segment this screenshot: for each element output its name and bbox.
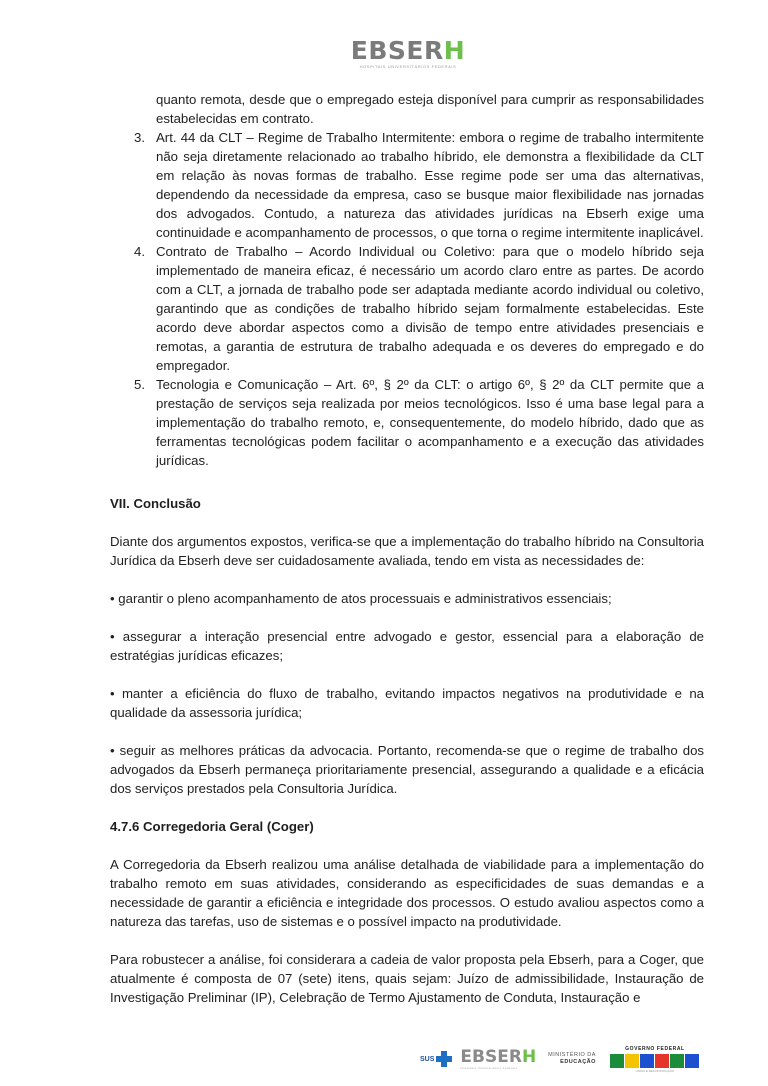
footer-ebserh-accent: H	[521, 1046, 537, 1067]
list-continuation: quanto remota, desde que o empregado esteja disponível para cumprir as responsabilidades estabelecidas em contrato.	[156, 92, 704, 126]
list-number: 4.	[134, 244, 145, 259]
coger-paragraph: A Corregedoria da Ebserh realizou uma análise detalhada de viabilidade para a implementação do trabalho remoto em suas atividades, considerando as especificidades de suas demandas e a necessidade de garantir a eficiência e integridade dos processos. O estudo avaliou aspectos como a natureza das tarefas, uso de sistemas e o possível impacto na produtividade.	[110, 857, 704, 929]
coger-heading: 4.7.6 Corregedoria Geral (Coger)	[110, 819, 314, 834]
logo-accent-text: H	[443, 36, 466, 65]
brasil-block	[625, 1054, 639, 1068]
ebserh-header-logo	[350, 38, 466, 69]
list-item-text: Contrato de Trabalho – Acordo Individual ou Coletivo: para que o modelo híbrido seja implementado de maneira eficaz, é necessário um acordo claro entre as partes. De acordo com a CLT, a jornada de trabalho pode ser adaptada mediante acordo individual ou coletivo, garantindo que as condições de trabalho híbrido sejam formalmente estabelecidas. Este acordo deve abordar aspectos como a divisão de tempo entre atividades presenciais e remotas, a garantia de estrutura de trabalho adequada e os deveres do empregado e do empregador.	[156, 244, 704, 373]
list-number: 5.	[134, 377, 145, 392]
list-number: 3.	[134, 130, 145, 145]
list-item-text: Tecnologia e Comunicação – Art. 6º, § 2º da CLT: o artigo 6º, § 2º da CLT permite que a prestação de serviços seja realizada por meios tecnológicos. Isso é uma base legal para a implementação do trabalho remoto, e, consequentemente, do modelo híbrido, dado que as ferramentas tecnológicas podem facilitar o acompanhamento e a execução das atividades jurídicas.	[156, 377, 704, 468]
coger-paragraph: Para robustecer a análise, foi considerara a cadeia de valor proposta pela Ebserh, para a Coger, que atualmente é composta de 07 (sete) itens, quais sejam: Juízo de admissibilidade, Instauração de Investigação Preliminar (IP), Celebração de Termo Ajustamento de Conduta, Instauração e	[110, 952, 704, 1005]
legal-basis-list	[110, 128, 704, 470]
list-item	[110, 128, 704, 242]
sus-cross-icon	[436, 1051, 452, 1067]
logo-subtitle: HOSPITAIS UNIVERSITÁRIOS FEDERAIS	[359, 64, 457, 69]
ministerio-line2: EDUCAÇÃO	[560, 1059, 596, 1065]
conclusion-bullet: • garantir o pleno acompanhamento de atos processuais e administrativos essenciais;	[110, 591, 612, 606]
conclusion-intro: Diante dos argumentos expostos, verifica-se que a implementação do trabalho híbrido na Consultoria Jurídica da Ebserh deve ser cuidadosamente avaliada, tendo em vista as necessidades de:	[110, 534, 704, 568]
ministerio-educacao-logo	[548, 1052, 596, 1066]
brasil-block	[670, 1054, 684, 1068]
footer-ebserh-main: EBSER	[460, 1046, 522, 1067]
logo-main-text: EBSER	[350, 36, 444, 65]
conclusion-bullet: • assegurar a interação presencial entre advogado e gestor, essencial para a elaboração de estratégias jurídicas eficazes;	[110, 629, 704, 663]
sus-label: SUS	[420, 1055, 435, 1063]
footer-ebserh-subtitle: Hospitais Universitários Federais	[460, 1065, 518, 1070]
logo-wordmark	[350, 38, 466, 63]
conclusion-heading: VII. Conclusão	[110, 496, 201, 511]
brasil-wordmark-icon	[610, 1054, 700, 1068]
gov-bottom-text: UNIÃO E RECONSTRUÇÃO	[635, 1068, 675, 1073]
brasil-block	[655, 1054, 669, 1068]
document-body	[110, 90, 704, 1007]
brasil-block	[610, 1054, 624, 1068]
gov-top-text: GOVERNO FEDERAL	[625, 1045, 685, 1052]
sus-logo	[420, 1051, 452, 1067]
conclusion-bullet: • seguir as melhores práticas da advocacia. Portanto, recomenda-se que o regime de trabalho dos advogados da Ebserh permaneça prioritariamente presencial, assegurando a qualidade e a eficácia dos serviços prestados pela Consultoria Jurídica.	[110, 743, 704, 796]
list-item-text: Art. 44 da CLT – Regime de Trabalho Intermitente: embora o regime de trabalho intermitente não seja diretamente relacionado ao trabalho híbrido, ele demonstra a flexibilidade da CLT em relação às novas formas de trabalho. Esse regime pode ser uma das alternativas, dependendo da necessidade da empresa, caso se busque maior flexibilidade nas jornadas dos advogados. Contudo, a natureza das atividades jurídicas na Ebserh exige uma continuidade e acompanhamento de processos, o que torna o regime intermitente inaplicável.	[156, 130, 704, 240]
list-item	[110, 375, 704, 470]
list-item	[110, 242, 704, 375]
governo-federal-logo	[610, 1046, 700, 1073]
footer-logos	[420, 1038, 710, 1080]
brasil-block	[685, 1054, 699, 1068]
brasil-block	[640, 1054, 654, 1068]
footer-ebserh-logo	[460, 1046, 537, 1070]
ministerio-line1: MINISTÉRIO DA	[548, 1052, 596, 1058]
conclusion-bullet: • manter a eficiência do fluxo de trabalho, evitando impactos negativos na produtividade e na qualidade da assessoria jurídica;	[110, 686, 704, 720]
